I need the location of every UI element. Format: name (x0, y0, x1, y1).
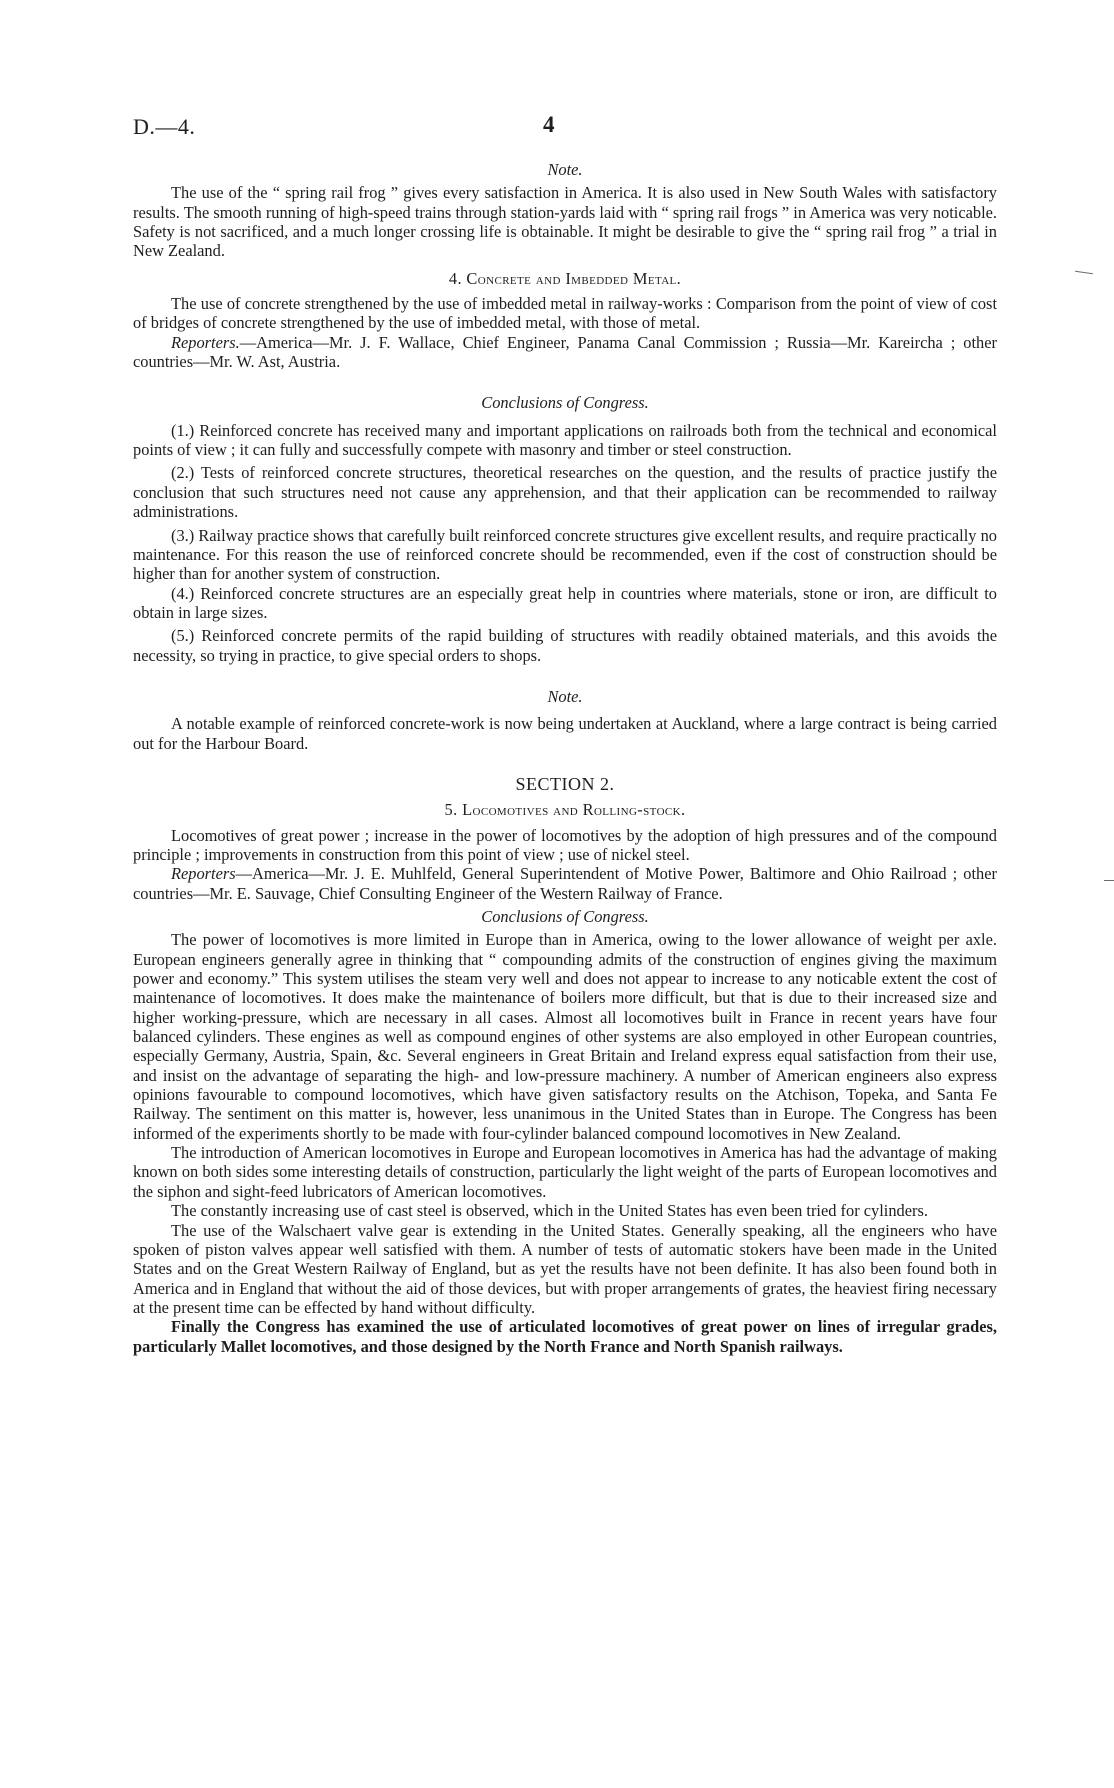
note-heading-2: Note. (547, 686, 583, 706)
note-paragraph: The use of the “ spring rail frog ” gives every satisfaction in America. It is also used in New South Wales with satisfactory results. The smooth running of high-speed trains through station-yards laid with “ spring rail frogs ” in America was very noticable. Safety is not sacrificed, and a much longer crossing life is obtainable. It might be desirable to give the “ spring rail frog ” a trial in New Zealand. (133, 183, 997, 261)
section-5-reporters (133, 864, 997, 903)
conclusion-item: (1.) Reinforced concrete has received many and important applications on railroads both from the technical and economical points of view ; it can fully and successfully compete with masonry and timber or steel construction. (133, 420, 997, 460)
page-number: 4 (543, 112, 555, 137)
note-paragraph-2: A notable example of reinforced concrete-work is now being undertaken at Auckland, where a large contract is being carried out for the Harbour Board. (133, 714, 997, 753)
body-paragraph-final: Finally the Congress has examined the use of articulated locomotives of great power on lines of irregular grades, particularly Mallet locomotives, and those designed by the North France and North Spanish railways. (133, 1317, 997, 1356)
section-2-heading: SECTION 2. (515, 773, 615, 794)
reporters-label: Reporters. (171, 332, 240, 352)
body-paragraph: The power of locomotives is more limited in Europe than in America, owing to the lower allowance of weight per axle. European engineers generally agree in thinking that “ compounding admits of the construction of engines giving the maximum power and economy.” This system utilises the steam very well and does not appear to increase to any noticable extent the cost of maintenance of locomotives. It does make the maintenance of boilers more difficult, but that is due to their increased size and higher working-pressure, which are necessary in all cases. Almost all locomotives built in France in recent years have four balanced cylinders. These engines as well as compound engines of other systems are also employed in other European countries, especially Germany, Austria, Spain, &c. Several engineers in Great Britain and Ireland express equal satisfaction from their use, and insist on the advantage of separating the high- and low-pressure machinery. A number of American engineers also express opinions favourable to compound locomotives, which have given satisfactory results on the Atchison, Topeka, and Santa Fe Railway. The sentiment on this matter is, however, less unanimous in the United States than in Europe. The Congress has been informed of the experiments shortly to be made with four-cylinder balanced compound locomotives in New Zealand. (133, 930, 997, 1143)
note-heading: Note. (547, 160, 583, 179)
body-paragraph: The use of the Walschaert valve gear is extending in the United States. Generally speaking, all the engineers who have spoken of piston valves appear well satisfied with them. A number of tests of automatic stokers have been made in the United States and on the Great Western Railway of England, but as yet the results have not been definite. It has also been found both in America and in England that without the aid of those devices, but with proper arrangements of grates, the heaviest firing necessary at the present time can be effected by hand without difficulty. (133, 1220, 997, 1317)
margin-scan-mark (1075, 271, 1093, 274)
margin-scan-mark (1104, 880, 1114, 881)
conclusions-heading-2: Conclusions of Congress. (481, 907, 649, 926)
page-body (133, 160, 997, 1356)
page-header (133, 114, 997, 146)
conclusion-item: (3.) Railway practice shows that carefully built reinforced concrete structures give excellent results, and require practically no maintenance. For this reason the use of reinforced concrete should be recommended, even if the cost of construction should be higher than for another system of construction. (133, 525, 997, 584)
section-4-reporters (133, 333, 997, 372)
section-4-heading: 4. Concrete and Imbedded Metal. (448, 268, 682, 288)
body-paragraph: The introduction of American locomotives in Europe and European locomotives in America has had the advantage of making known on both sides some interesting details of construction, particularly the light weight of the parts of European locomotives and the siphon and sight-feed lubricators of American locomotives. (133, 1143, 997, 1201)
conclusion-item: (2.) Tests of reinforced concrete structures, theoretical researches on the question, and the results of practice justify the conclusion that such structures need not cause any apprehension, and that their application can be recommended to railway administrations. (133, 463, 997, 522)
body-paragraph: The constantly increasing use of cast steel is observed, which in the United States has even been tried for cylinders. (171, 1201, 928, 1221)
section-5-intro: Locomotives of great power ; increase in the power of locomotives by the adoption of high pressures and of the compound principle ; improvements in construction from this point of view ; use of nickel steel. (133, 825, 997, 864)
document-reference: D.—4. (133, 114, 196, 139)
reporters-text-2: —America—Mr. J. E. Muhlfeld, General Superintendent of Motive Power, Baltimore and Ohio Railroad ; other countries—Mr. E. Sauvage, Chief Consulting Engineer of the Western Railway of France. (133, 864, 997, 903)
reporters-label-2: Reporters (171, 864, 236, 884)
conclusions-heading: Conclusions of Congress. (481, 393, 649, 413)
conclusion-item: (4.) Reinforced concrete structures are an especially great help in countries where materials, stone or iron, are difficult to obtain in large sizes. (133, 583, 997, 622)
section-5-heading: 5. Locomotives and Rolling-stock. (444, 800, 686, 820)
section-4-intro: The use of concrete strengthened by the use of imbedded metal in railway-works : Comparison from the point of view of cost of bridges of concrete strengthened by the use of imbedded metal, with those of metal. (133, 294, 997, 333)
reporters-text: —America—Mr. J. F. Wallace, Chief Engineer, Panama Canal Commission ; Russia—Mr. Kareircha ; other countries—Mr. W. Ast, Austria. (133, 332, 997, 372)
conclusion-item: (5.) Reinforced concrete permits of the rapid building of structures with readily obtained materials, and this avoids the necessity, so trying in practice, to give special orders to shops. (133, 626, 997, 665)
